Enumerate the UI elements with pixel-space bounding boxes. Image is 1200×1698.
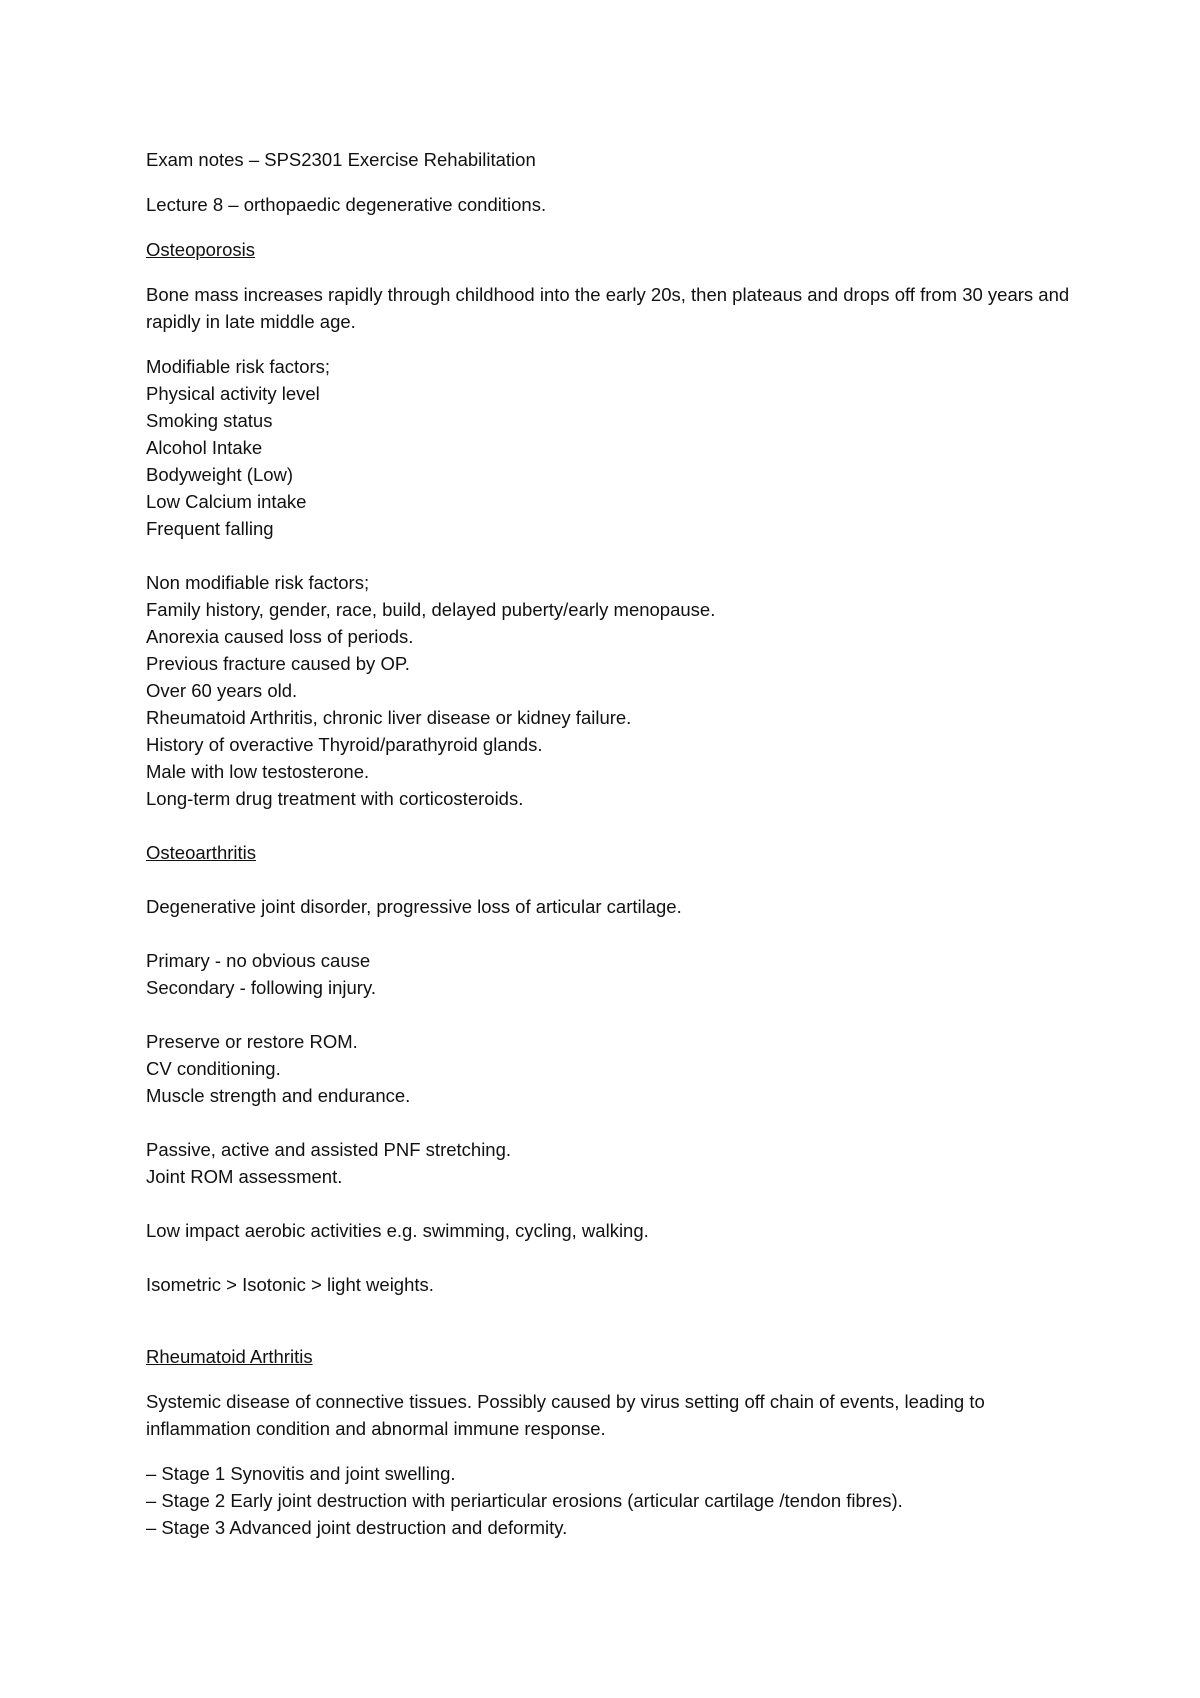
osteoarthritis-strength: Isometric > Isotonic > light weights.	[146, 1274, 434, 1295]
document-title: Exam notes – SPS2301 Exercise Rehabilitation	[146, 149, 536, 170]
list-item: Male with low testosterone.	[146, 761, 370, 782]
list-item: Bodyweight (Low)	[146, 464, 294, 485]
rheumatoid-definition: Systemic disease of connective tissues. Possibly caused by virus setting off chain of events, leading to inflammation condition and abnormal immune response.	[146, 1391, 985, 1439]
document-body	[146, 146, 1076, 1541]
osteoarthritis-definition: Degenerative joint disorder, progressive loss of articular cartilage.	[146, 896, 682, 917]
non-modifiable-risk-title: Non modifiable risk factors;	[146, 572, 370, 593]
list-item: Preserve or restore ROM.	[146, 1031, 358, 1052]
osteoarthritis-aerobic: Low impact aerobic activities e.g. swimming, cycling, walking.	[146, 1220, 649, 1241]
list-item: Smoking status	[146, 410, 273, 431]
list-item: Muscle strength and endurance.	[146, 1085, 411, 1106]
list-item: Passive, active and assisted PNF stretching.	[146, 1139, 512, 1160]
list-item: Previous fracture caused by OP.	[146, 653, 410, 674]
lecture-title: Lecture 8 – orthopaedic degenerative conditions.	[146, 194, 547, 215]
list-item: – Stage 2 Early joint destruction with periarticular erosions (articular cartilage /tendon fibres).	[146, 1490, 903, 1511]
list-item: Family history, gender, race, build, delayed puberty/early menopause.	[146, 599, 716, 620]
osteoporosis-intro: Bone mass increases rapidly through childhood into the early 20s, then plateaus and drops off from 30 years and rapidly in late middle age.	[146, 284, 1070, 332]
list-item: Alcohol Intake	[146, 437, 263, 458]
section-heading-osteoarthritis: Osteoarthritis	[146, 842, 257, 863]
list-item: Rheumatoid Arthritis, chronic liver disease or kidney failure.	[146, 707, 632, 728]
list-item: Physical activity level	[146, 383, 320, 404]
list-item: Low Calcium intake	[146, 491, 307, 512]
list-item: – Stage 1 Synovitis and joint swelling.	[146, 1463, 456, 1484]
section-heading-rheumatoid-arthritis: Rheumatoid Arthritis	[146, 1346, 313, 1367]
list-item: Secondary - following injury.	[146, 977, 376, 998]
list-item: CV conditioning.	[146, 1058, 281, 1079]
list-item: Primary - no obvious cause	[146, 950, 371, 971]
list-item: Frequent falling	[146, 518, 274, 539]
list-item: Over 60 years old.	[146, 680, 298, 701]
section-heading-osteoporosis: Osteoporosis	[146, 239, 255, 260]
modifiable-risk-title: Modifiable risk factors;	[146, 356, 331, 377]
list-item: – Stage 3 Advanced joint destruction and deformity.	[146, 1517, 568, 1538]
list-item: Anorexia caused loss of periods.	[146, 626, 414, 647]
list-item: Joint ROM assessment.	[146, 1166, 343, 1187]
list-item: History of overactive Thyroid/parathyroid glands.	[146, 734, 543, 755]
list-item: Long-term drug treatment with corticosteroids.	[146, 788, 524, 809]
